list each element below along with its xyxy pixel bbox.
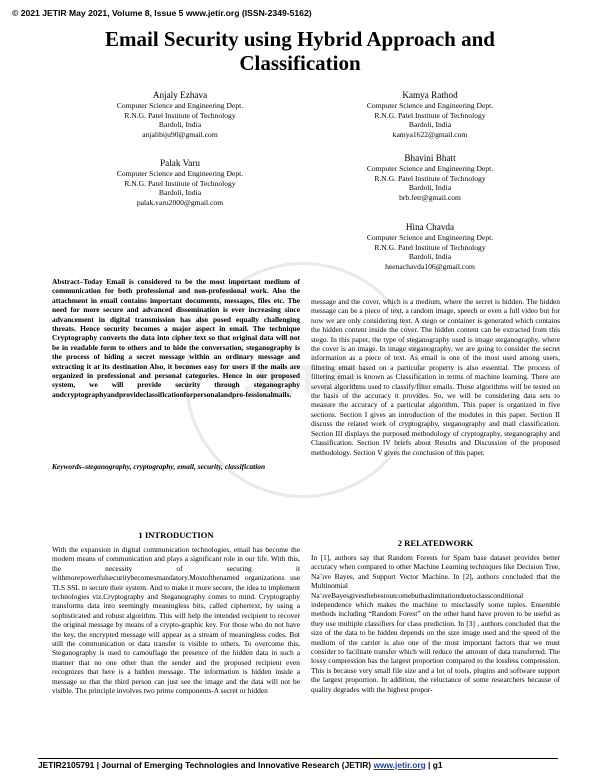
author-email: palak.varu2000@gmail.com <box>136 197 224 207</box>
title-line-1: Email Security using Hybrid Approach and <box>105 27 495 51</box>
author-inst: R.N.G. Patel Institute of Technology <box>374 242 486 252</box>
author-block <box>70 158 290 207</box>
author-inst: R.N.G. Patel Institute of Technology <box>374 110 486 120</box>
footer-paper-id: JETIR2105791 <box>38 760 95 770</box>
author-dept: Computer Science and Engineering Dept. <box>366 164 494 173</box>
author-dept: Computer Science and Engineering Dept. <box>116 101 244 110</box>
author-loc: Bardoli, India <box>158 188 202 198</box>
author-name: Bhavini Bhatt <box>404 153 456 163</box>
page-footer: JETIR2105791 | Journal of Emerging Technologies and Innovative Research (JETIR) www.jetir.org | g1 <box>38 758 558 770</box>
footer-journal: Journal of Emerging Technologies and Innovative Research (JETIR) <box>101 760 372 770</box>
journal-header: © 2021 JETIR May 2021, Volume 8, Issue 5 www.jetir.org (ISSN-2349-5162) <box>12 8 312 18</box>
title-line-2: Classification <box>239 51 361 75</box>
author-loc: Bardoli, India <box>408 120 452 130</box>
author-inst: R.N.G. Patel Institute of Technology <box>124 178 236 188</box>
author-dept: Computer Science and Engineering Dept. <box>366 233 494 242</box>
author-block <box>70 90 290 139</box>
author-block <box>320 222 540 271</box>
author-inst: R.N.G. Patel Institute of Technology <box>374 173 486 183</box>
author-loc: Bardoli, India <box>408 183 452 193</box>
footer-url[interactable]: www.jetir.org <box>373 760 426 770</box>
section-2-heading: 2 RELATEDWORK <box>397 538 474 548</box>
author-loc: Bardoli, India <box>408 252 452 262</box>
paper-title <box>0 27 600 75</box>
section-1-heading: 1 INTRODUCTION <box>138 530 214 540</box>
author-dept: Computer Science and Engineering Dept. <box>116 169 244 178</box>
introduction-text: With the expansion in digital communication technologies, email has become the modern means of communication and plays a significant role in our life. With this, the necessity of securing it withmorepowerfulsecuritybecomesmandatory.Mostofthenamed organizations use TLS SSL to secure their system. And to make it more secure, the idea to implement technologies viz.Cryptography and Steganography comes to mind. Cryptography transforms data into seemingly meaningless bits, called ciphertext, by using a sophisticated and robust algorithm. This will help the intended recipient to recover the original message by means of a crypto-graphic key. For those who do not have the key, the encrypted message will appear as a stream of meaningless codes. But still the communication or data transfer is visible to others. To overcome this, Steganography is used to camouflage the presence of the hidden data in such a manner that no one other than the sender and the proposed recipient even recognizes that here is a hidden message. The information is hidden inside a message so that the third person can just see the image and the data will not be visible. The principle involves two prime components-A secret or hidden <box>52 545 300 696</box>
author-block <box>320 153 540 202</box>
author-email: heenachavda106@gmail.com <box>385 261 475 271</box>
jetir-watermark: JETIR <box>185 262 421 498</box>
author-email: anjalibiju90@gmail.com <box>142 129 218 139</box>
related-work-text: In [1], authors say that Random Forests for Spam base dataset provides better accuracy when compared to other Machine Learning techniques like Decision Tree, Na¨ıve Bayes, and Support Vector Machine. In [2], authors concluded that the Multinomial Na¨ıveBayesgivesthebestoutcomebutbaslimitationduetoclassconditional independence which makes the machine to misclassify some tuples. Ensemble methods including “Random Forest” on the other hand have proven to be useful as they use multiple classifiers for class prediction. In [3] , authors concluded that the size of the data to be hidden depends on the size image used and the speed of the medium of the carrier is also one of the most important factors that we must consider to facilitate transfer which will reduce the amount of data transferred. The lossy compression has the largest proportion compared to the lossless compression. This is because very small file size and a lot of tools, plugins and software support the largest proportion. In addition, the reluctance of some researchers because of quality degrades with the highest propor- <box>311 553 560 694</box>
author-block <box>320 90 540 139</box>
author-inst: R.N.G. Patel Institute of Technology <box>124 110 236 120</box>
introduction-continued: message and the cover, which is a medium, where the secret is hidden. The hidden message can be a piece of text, a random image, speech or even a full video but for now we are only considering text. A stego or container is generated which contains the hidden content inside the cover. The hidden content can be extracted from this stego. In this paper, the type of steganography used is image steganography, where the cover is an image. In image steganography, we are going to consider the secret information as a piece of text. As email is one of the most used among users, filtering email based on a particular property is also essential. The process of filtering email is known as Classification in terms of machine learning. There are several algorithms used to classify/filter emails. These algorithms will be tested on the basis of the accuracy it provides. So, we will be considering data sets to measure the accuracy of a particular algorithm. This paper is organized in five sections. Section I gives an introduction of the modules in this paper. Section II discuss the related work of cryptography, steganography and mail classification. Section III displays the purposed methodology of cryptography, steganography and Classification. Section IV briefs about Results and Discussion of the proposed methodology. Section V gives the conclusion of this paper. <box>311 297 560 457</box>
author-dept: Computer Science and Engineering Dept. <box>366 101 494 110</box>
author-email: brb.fetr@gmail.com <box>399 192 461 202</box>
author-name: Anjaly Ezhava <box>152 90 208 100</box>
author-name: Palak Varu <box>160 158 200 168</box>
keywords: Keywords–steganography, cryptography, email, security, classification <box>52 462 266 471</box>
author-email: kamya1622@gmail.com <box>392 129 468 139</box>
abstract: Abstract–Today Email is considered to be the most important medium of communication for both professional and non-professional work. Also the attachment in email contains important documents, messages, files etc. The need for more secure and advanced dissemination is ever increasing since advancement in digital transmission has also posed equally challenging threats. Hence security becomes a major aspect in email. The technique Cryptography converts the data into cipher text so that original data will not be in readable form to others and to hide the conversation, steganography is the process of hiding a secret message within an ordinary message and extracting it at its destination Also, it becomes easy for users if the mails are organized in professional and personal categories. Hence in our proposed system, we will provide security through steganography andcryptographyandprovideclassificationforpersonalandpro-fessionalmails. <box>52 277 300 399</box>
author-loc: Bardoli, India <box>158 120 202 130</box>
author-name: Hina Chavda <box>405 222 455 232</box>
footer-page: g1 <box>432 760 443 770</box>
author-name: Kamya Rathod <box>402 90 458 100</box>
